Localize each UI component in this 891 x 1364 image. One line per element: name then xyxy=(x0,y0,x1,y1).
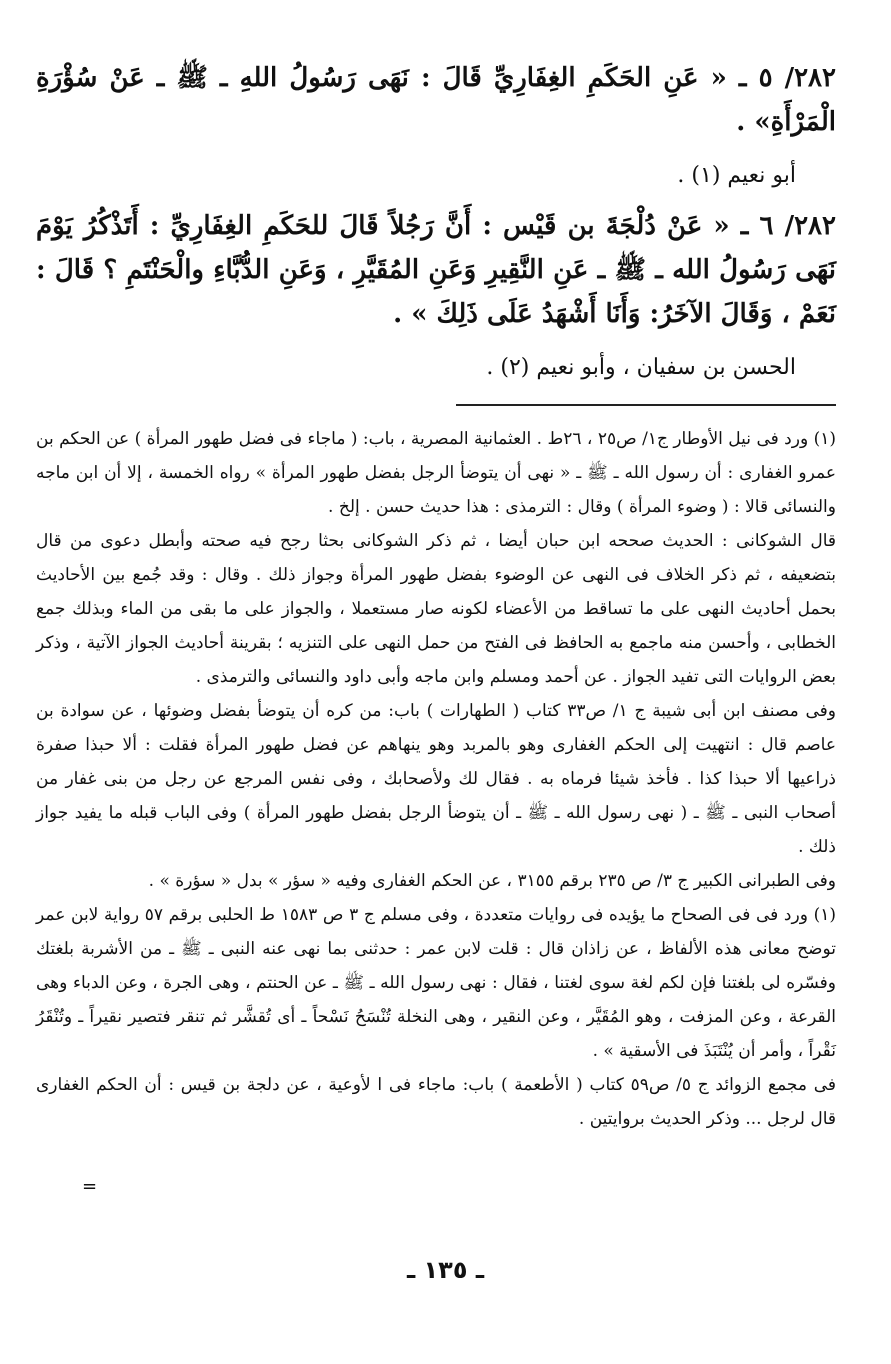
footnote-2: (١) ورد فى فى الصحاح ما يؤيده فى روايات متعددة ، وفى مسلم ج ٣ ص ١٥٨٣ ط الحلبى برقم ٥٧ رواية لابن عمر توضح معانى هذه الألفاظ ، عن زاذان قال : قلت لابن عمر : حدثنى بما نهى عنه النبى ـ ﷺ ـ من الأشربة بلغتك وفسّره لى بلغتنا فإن لكم لغة سوى لغتنا ، فقال : نهى رسول الله ـ ﷺ ـ عن الحنتم ، وهى الجرة ، وعن الدباء وهى القرعة ، وعن المزفت ، وهو المُقَيَّر ، وعن النقير ، وهى النخلة تُنْسَحُ نَسْحاً ـ أى تُقشَّر ثم تنقر فتصير نقيراً ـ وتُنْقَرُ نَقْراً ، وأمر أن يُنْتَبَذَ فى الأسقية » . xyxy=(36,905,836,1061)
hadith-282-5-source: أبو نعيم (١) . xyxy=(677,163,796,188)
page-body xyxy=(36,56,836,1136)
footnotes xyxy=(36,422,836,1136)
footnote-1-paragraph-3: وفى مصنف ابن أبى شيبة ج ١/ ص٣٣ كتاب ( الطهارات ) باب: من كره أن يتوضأ بفضل وضوئها ، عن سوادة بن عاصم قال : انتهيت إلى الحكم الغفارى وهو بالمربد وهو ينهاهم عن فضل طهور المرأة فقلت : ألا حبذا صفرة ذراعيها ألا حبذا كذا . فأخذ شيئا فرماه به . فقال لك ولأصحابك ، وفى نفس المرجع عن رجل من بنى غفار من أصحاب النبى ـ ﷺ ـ ( نهى رسول الله ـ ﷺ ـ أن يتوضأ الرجل بفضل طهور المرأة ) وفى الباب قبله ما يفيد جواز ذلك . xyxy=(36,701,837,857)
footnote-1: (١) ورد فى نيل الأوطار ج١/ ص٢٥ ، ٢٦ط . العثمانية المصرية ، باب: ( ماجاء فى فضل طهور المرأة ) عن الحكم بن عمرو الغفارى : أن رسول الله ـ ﷺ ـ « نهى أن يتوضأ الرجل بفضل طهور المرأة » رواه الخمسة ، إلا أن ابن ماجه والنسائى قالا : ( وضوء المرأة ) وقال : الترمذى : هذا حديث حسن . إلخ . xyxy=(36,429,837,517)
hadith-282-6: ٢٨٢/ ٦ ـ « عَنْ دُلْجَةَ بن قَيْس : أَنَّ رَجُلاً قَالَ للحَكَمِ الغِفَارِيِّ : أَتَذْكُرُ يَوْمَ نَهَى رَسُولُ الله ـ ﷺ ـ عَنِ النَّقِيرِ وَعَنِ المُقَيَّرِ ، وَعَنِ الدُّبَّاءِ والْحَنْتَمِ ؟ قَالَ : نَعَمْ ، وَقَالَ الآخَرُ: وَأَنَا أَشْهَدُ عَلَى ذَلِكَ » . xyxy=(36,211,836,329)
footnote-divider xyxy=(456,404,836,406)
hadith-282-5: ٢٨٢/ ٥ ـ « عَنِ الحَكَمِ الغِفَارِيِّ قَالَ : نَهَى رَسُولُ اللهِ ـ ﷺ ـ عَنْ سُؤْرَةِ الْمَرْأَةِ» . xyxy=(36,63,836,137)
footnote-2-paragraph-2: فى مجمع الزوائد ج ٥/ ص٥٩ كتاب ( الأطعمة ) باب: ماجاء فى ا لأوعية ، عن دلجة بن قيس : أن الحكم الغفارى قال لرجل ... وذكر الحديث بروايتين . xyxy=(36,1075,836,1129)
main-text xyxy=(36,56,836,390)
footnote-1-paragraph-2: قال الشوكانى : الحديث صححه ابن حبان أيضا ، ثم ذكر الشوكانى بحثا رجح فيه صحته وأبطل دعوى من قال بتضعيفه ، ثم ذكر الخلاف فى النهى عن الوضوء بفضل طهور المرأة وجواز ذلك . وقال : وقد جُمع بين الأحاديث بحمل أحاديث النهى على ما تساقط من الأعضاء لكونه صار مستعملا ، والجواز على ما بقى من الماء وبذلك جمع الخطابى ، وأحسن منه ماجمع به الحافظ فى الفتح من حمل النهى على التنزيه ؛ بقرينة أحاديث الجواز الآتية ، وذكر بعض الروايات التى تفيد الجواز . عن أحمد ومسلم وابن ماجه وأبى داود والنسائى والترمذى . xyxy=(36,531,836,687)
continuation-mark: = xyxy=(82,1176,98,1197)
hadith-282-6-source: الحسن بن سفيان ، وأبو نعيم (٢) . xyxy=(486,355,796,380)
footnote-1-paragraph-4: وفى الطبرانى الكبير ج ٣/ ص ٢٣٥ برقم ٣١٥٥ ، عن الحكم الغفارى وفيه « سؤر » بدل « سؤرة » . xyxy=(148,871,836,891)
page-number: ـ ١٣٥ ـ xyxy=(406,1256,485,1284)
